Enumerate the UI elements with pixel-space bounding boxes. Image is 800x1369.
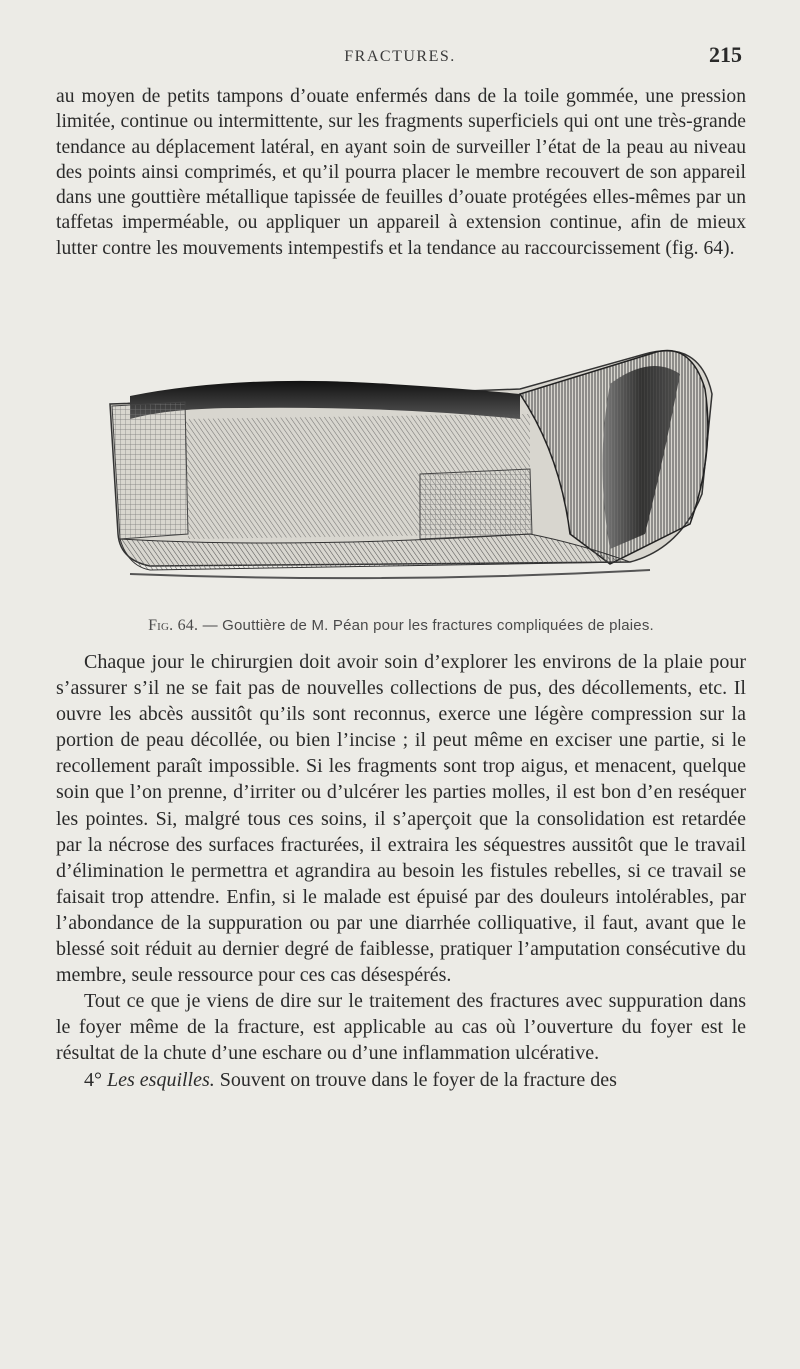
paragraph: Tout ce que je viens de dire sur le traitement des fractures avec suppuration dans le foyer même de la fracture, est applicable au cas où l’ouverture du foyer est le résultat de la chute d’une eschare ou d’une inflammation ulcérative. [56,990,746,1065]
running-head [0,40,800,70]
figure-caption-text: — Gouttière de M. Péan pour les fractures compliquées de plaies. [202,617,654,634]
figure-caption [56,617,746,635]
body-text-top [56,84,746,261]
figure-gouttiere-illustration [90,334,720,609]
running-title: FRACTURES. [344,48,456,65]
body-text-bottom [56,649,746,1093]
section-number: 4° [84,1068,102,1091]
page-number: 215 [709,42,742,67]
section-text: Souvent on trouve dans le foyer de la fracture des [214,1068,617,1091]
paragraph-esquilles [56,1067,746,1093]
paragraph: au moyen de petits tampons d’ouate enfermés dans de la toile gommée, une pression limitée, continue ou intermittente, sur les fragments superficiels qui ont une très-grande tendance au déplacement latéral, en ayant soin de surveiller l’état de la peau au niveau des points ainsi comprimés, et qu’il pourra placer le membre recouvert de son appareil dans une gouttière métallique tapissée de feuilles d’ouate protégées elles-mêmes par un taffetas imperméable, ou appliquer un appareil à extension continue, afin de mieux lutter contre les mouvements intempestifs et la tendance au raccourcissement (fig. 64). [56,86,746,259]
figure-label: Fig. 64. [148,617,199,634]
paragraph: Chaque jour le chirurgien doit avoir soin d’explorer les environs de la plaie pour s’assurer s’il ne se fait pas de nouvelles collections de pus, des décollements, etc. Il ouvre les abcès aussitôt qu’ils sont reconnus, exerce une légère compression sur la portion de peau décollée, ou bien l’incise ; il peut même en exciser une partie, si le recollement paraît impossible. Si les fragments sont trop aigus, et menacent, quelque soin que l’on prenne, d’irriter ou d’ulcérer les parties molles, il est bon d’en reséquer les pointes. Si, malgré tous ces soins, il s’aperçoit que la consolidation est retardée par la nécrose des surfaces fracturées, il extraira les séquestres aussitôt que le travail d’élimination le permettra et agrandira au besoin les fistules rebelles, si ce travail se faisait trop attendre. Enfin, si le malade est épuisé par des douleurs intolérables, par l’abondance de la suppuration ou par une diarrhée colliquative, il faut, avant que le blessé soit réduit au dernier degré de faiblesse, pratiquer l’amputation consécutive du membre, seule ressource pour ces cas désespérés. [56,651,746,987]
section-term: Les esquilles. [107,1068,215,1091]
gouttiere-engraving [90,334,720,609]
